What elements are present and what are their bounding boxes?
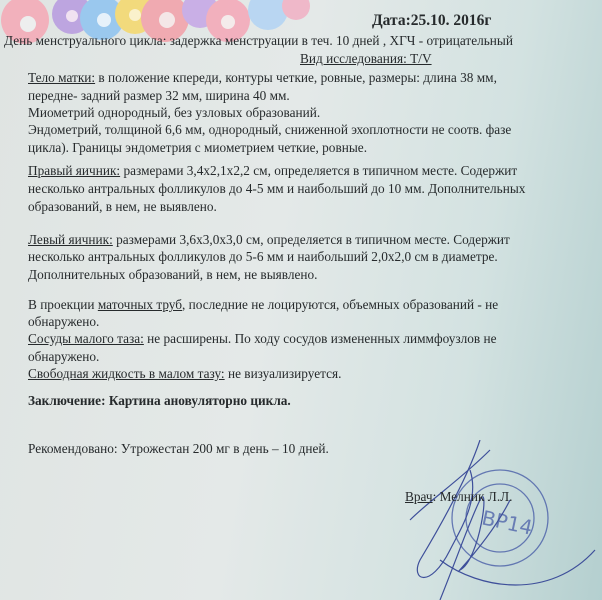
fluid-text: не визуализируется. [224,366,342,381]
cycle-day-line: День менструального цикла: задержка менструации в теч. 10 дней , ХГЧ - отрицательный [4,33,513,48]
tubes-text: , последние не лоцируются, объемных образований - не [182,297,499,312]
conclusion: Заключение: Картина ановуляторно цикла. [28,393,291,408]
exam-type: Вид исследования: T/V [300,51,432,66]
stamp-text: ВР14 [479,505,535,540]
tubes-label: маточных труб [97,297,183,312]
doctor-name: : Мелник Л.Л. [432,489,513,504]
doctor-label: Врач [405,489,433,504]
tubes-prefix: В проекции [28,297,98,312]
doctor-line [405,489,512,505]
report-date: Дата:25.10. 2016г [372,12,492,29]
left-ovary-line: Дополнительных образований, в нем, не выявлено. [28,267,318,282]
vessels-line: обнаружено. [28,349,100,364]
recommendation: Рекомендовано: Утрожестан 200 мг в день – 10 дней. [28,441,329,456]
endometrium-line: цикла). Границы эндометрия с миометрием четкие, ровные. [28,140,368,155]
vessels-line [28,331,497,347]
uterus-label: Тело матки: [28,70,96,85]
left-ovary-line [28,232,510,248]
fluid-line [28,366,341,382]
left-ovary-label: Левый яичник: [28,232,113,247]
uterus-line [28,70,497,86]
vessels-label: Сосуды малого таза: [28,331,144,346]
right-ovary-line: образований, в нем, не выявлено. [28,199,217,214]
right-ovary-line: несколько антральных фолликулов до 4-5 мм и наибольший до 10 мм. Дополнительных [28,181,526,196]
uterus-line: передне- задний размер 32 мм, ширина 40 мм. [28,88,290,103]
right-ovary-line [28,163,517,179]
left-ovary-text: размерами 3,6x3,0x3,0 см, определяется в типичном месте. Содержит [112,232,510,247]
endometrium-line: Эндометрий, толщиной 6,6 мм, однородный, сниженной эхоплотности не соотв. фазе [28,122,512,137]
tubes-line: обнаружено. [28,314,100,329]
right-ovary-text: размерами 3,4x2,1x2,2 см, определяется в типичном месте. Содержит [120,163,518,178]
right-ovary-label: Правый яичник: [28,163,121,178]
myometrium-line: Миометрий однородный, без узловых образований. [28,105,321,120]
stamp-and-signature [400,440,602,600]
tubes-line [28,297,498,313]
uterus-text: в положение кпереди, контуры четкие, ровные, размеры: длина 38 мм, [95,70,497,85]
fluid-label: Свободная жидкость в малом тазу: [28,366,225,381]
vessels-text: не расширены. По ходу сосудов измененных лиммфоузлов не [143,331,497,346]
left-ovary-line: несколько антральных фолликулов до 5-6 мм и наибольший 2,0x2,0 см в диаметре. [28,249,498,264]
